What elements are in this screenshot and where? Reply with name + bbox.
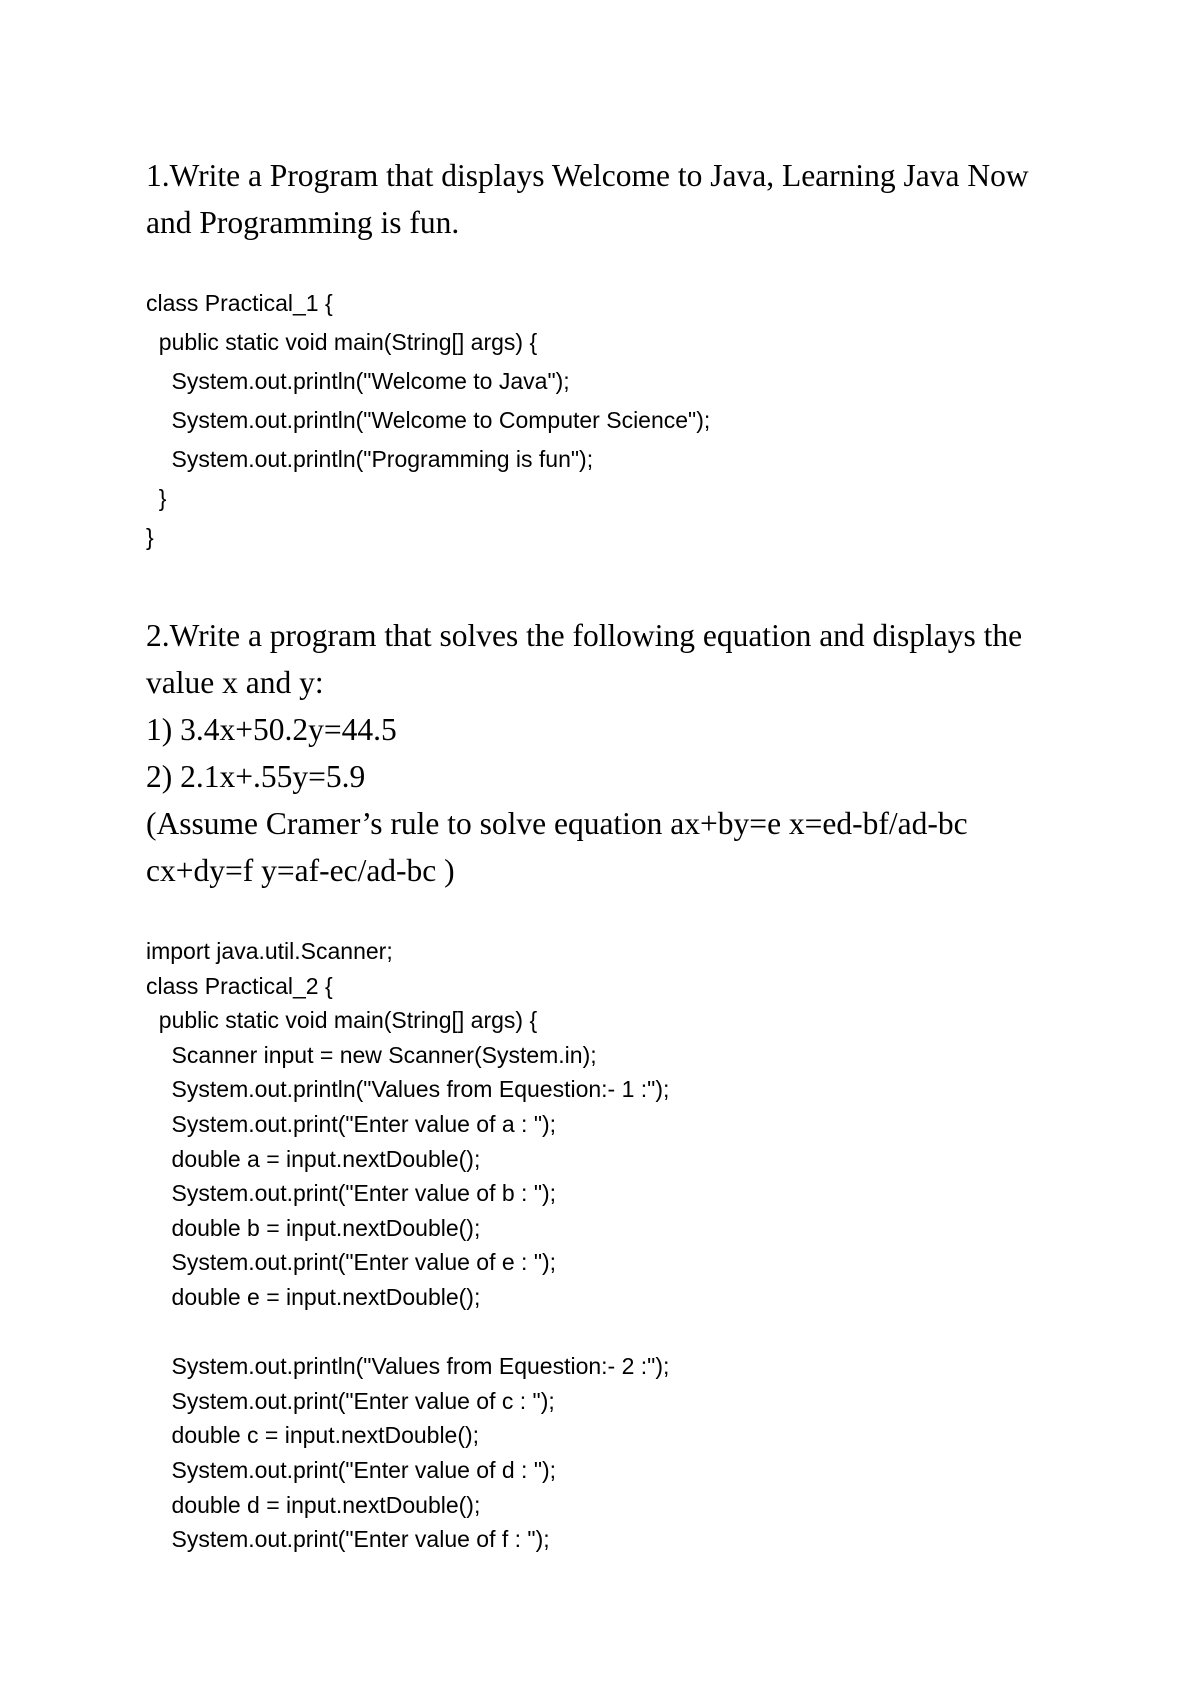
code-line: class Practical_1 {	[146, 290, 333, 316]
code-line: double a = input.nextDouble();	[146, 1145, 481, 1172]
code-line: double c = input.nextDouble();	[146, 1422, 480, 1449]
code-line: import java.util.Scanner;	[146, 938, 393, 964]
code-line: System.out.println("Values from Equestion:- 2 :");	[146, 1353, 670, 1380]
code-line: }	[146, 485, 167, 511]
code-block-2	[146, 934, 1086, 1557]
code-line: System.out.println("Welcome to Java");	[146, 368, 570, 394]
code-line: System.out.print("Enter value of a : ");	[146, 1110, 557, 1137]
code-line: class Practical_2 {	[146, 972, 333, 999]
equation-1: 1) 3.4x+50.2y=44.5	[146, 712, 397, 747]
code-line: System.out.print("Enter value of f : ");	[146, 1526, 550, 1553]
code-line: System.out.print("Enter value of c : ");	[146, 1387, 555, 1414]
equation-2: 2) 2.1x+.55y=5.9	[146, 759, 366, 794]
code-line: public static void main(String[] args) {	[146, 1007, 538, 1034]
question-2-line: 2.Write a program that solves the following equation and displays the	[146, 618, 1023, 653]
blank-line	[146, 1315, 1086, 1350]
code-line: double e = input.nextDouble();	[146, 1283, 481, 1310]
code-line: System.out.print("Enter value of d : ");	[146, 1456, 557, 1483]
code-line: System.out.print("Enter value of e : ");	[146, 1249, 557, 1276]
question-2	[146, 612, 1086, 894]
code-line: System.out.println("Programming is fun");	[146, 446, 594, 472]
code-line: public static void main(String[] args) {	[146, 329, 538, 355]
code-line: Scanner input = new Scanner(System.in);	[146, 1041, 597, 1068]
code-line: System.out.println("Values from Equestion:- 1 :");	[146, 1076, 670, 1103]
question-2-line: value x and y:	[146, 665, 324, 700]
code-block-1	[146, 284, 1086, 557]
code-line: System.out.print("Enter value of b : ");	[146, 1180, 557, 1207]
question-1	[146, 152, 1086, 246]
cramers-rule-note: cx+dy=f y=af-ec/ad-bc )	[146, 853, 455, 888]
code-line: double d = input.nextDouble();	[146, 1491, 481, 1518]
code-line: System.out.println("Welcome to Computer Science");	[146, 407, 711, 433]
cramers-rule-note: (Assume Cramer’s rule to solve equation ax+by=e x=ed-bf/ad-bc	[146, 806, 968, 841]
question-1-line: and Programming is fun.	[146, 205, 460, 240]
question-1-line: 1.Write a Program that displays Welcome to Java, Learning Java Now	[146, 158, 1029, 193]
code-line: double b = input.nextDouble();	[146, 1214, 481, 1241]
code-line: }	[146, 524, 154, 550]
